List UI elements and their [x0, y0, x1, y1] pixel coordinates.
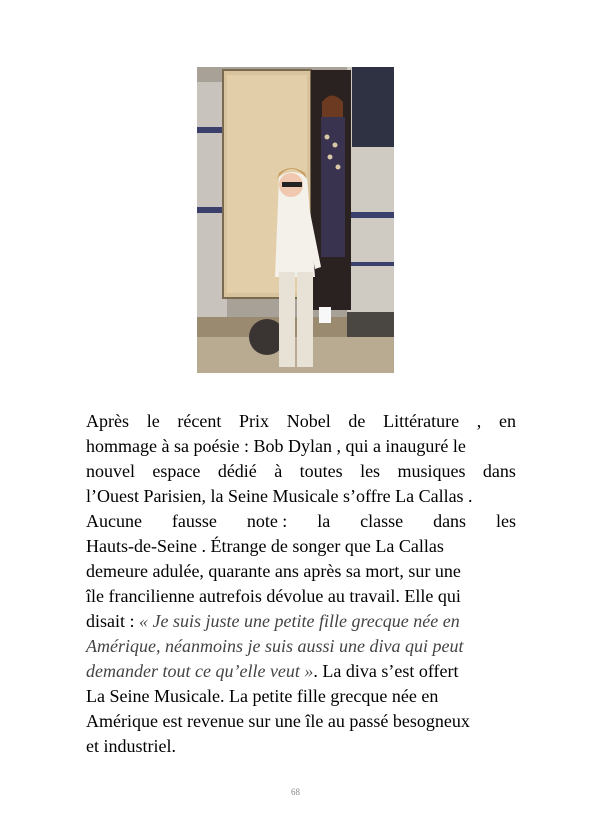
quote-line — [86, 659, 516, 684]
word: toutes — [299, 461, 343, 481]
text-line: et industriel. — [86, 736, 176, 756]
text-line: hommage à sa poésie : Bob Dylan , qui a inauguré le — [86, 436, 466, 456]
word: le — [146, 411, 160, 431]
word: en — [498, 411, 516, 431]
quote-line: Amérique, néanmoins je suis aussi une diva qui peut — [86, 636, 464, 656]
text-line: l’Ouest Parisien, la Seine Musicale s’offre La Callas . — [86, 486, 473, 506]
quote-text: « Je suis juste une petite fille grecque née en — [139, 611, 460, 631]
word: récent — [177, 411, 222, 431]
photo-trailer-women — [197, 67, 394, 373]
word: Après — [86, 411, 129, 431]
text-line: Hauts-de-Seine . Étrange de songer que La Callas — [86, 536, 444, 556]
word: classe — [360, 511, 404, 531]
after-quote: . La diva s’est offert — [313, 661, 459, 681]
text-line — [86, 409, 516, 434]
word: Nobel — [286, 411, 331, 431]
word: dans — [482, 461, 516, 481]
word: de — [348, 411, 366, 431]
quote-text: demander tout ce qu’elle veut » — [86, 661, 314, 681]
page-number: 68 — [291, 787, 300, 797]
text-line: demeure adulée, quarante ans après sa mort, sur une — [86, 561, 461, 581]
word: espace — [152, 461, 201, 481]
word: la — [317, 511, 331, 531]
word: Prix — [239, 411, 270, 431]
word: musiques — [397, 461, 466, 481]
text-line — [86, 459, 516, 484]
text-line — [86, 509, 516, 534]
word: note : — [246, 511, 288, 531]
text-line: île francilienne autrefois dévolue au travail. Elle qui — [86, 586, 461, 606]
photo-illustration — [197, 67, 394, 373]
quote-line — [86, 609, 516, 634]
word: les — [360, 461, 381, 481]
text-line: La Seine Musicale. La petite fille grecque née en — [86, 686, 439, 706]
word: les — [495, 511, 516, 531]
article-lines — [86, 409, 516, 759]
word: fausse — [171, 511, 217, 531]
word: Aucune — [86, 511, 142, 531]
word: dédié — [217, 461, 257, 481]
article-text — [86, 409, 516, 759]
text-line: Amérique est revenue sur une île au passé besogneux — [86, 711, 470, 731]
word: dans — [433, 511, 467, 531]
quote-lead: disait : — [86, 611, 139, 631]
word: nouvel — [86, 461, 135, 481]
word: , — [476, 411, 482, 431]
word: Littérature — [383, 411, 460, 431]
word: à — [274, 461, 283, 481]
